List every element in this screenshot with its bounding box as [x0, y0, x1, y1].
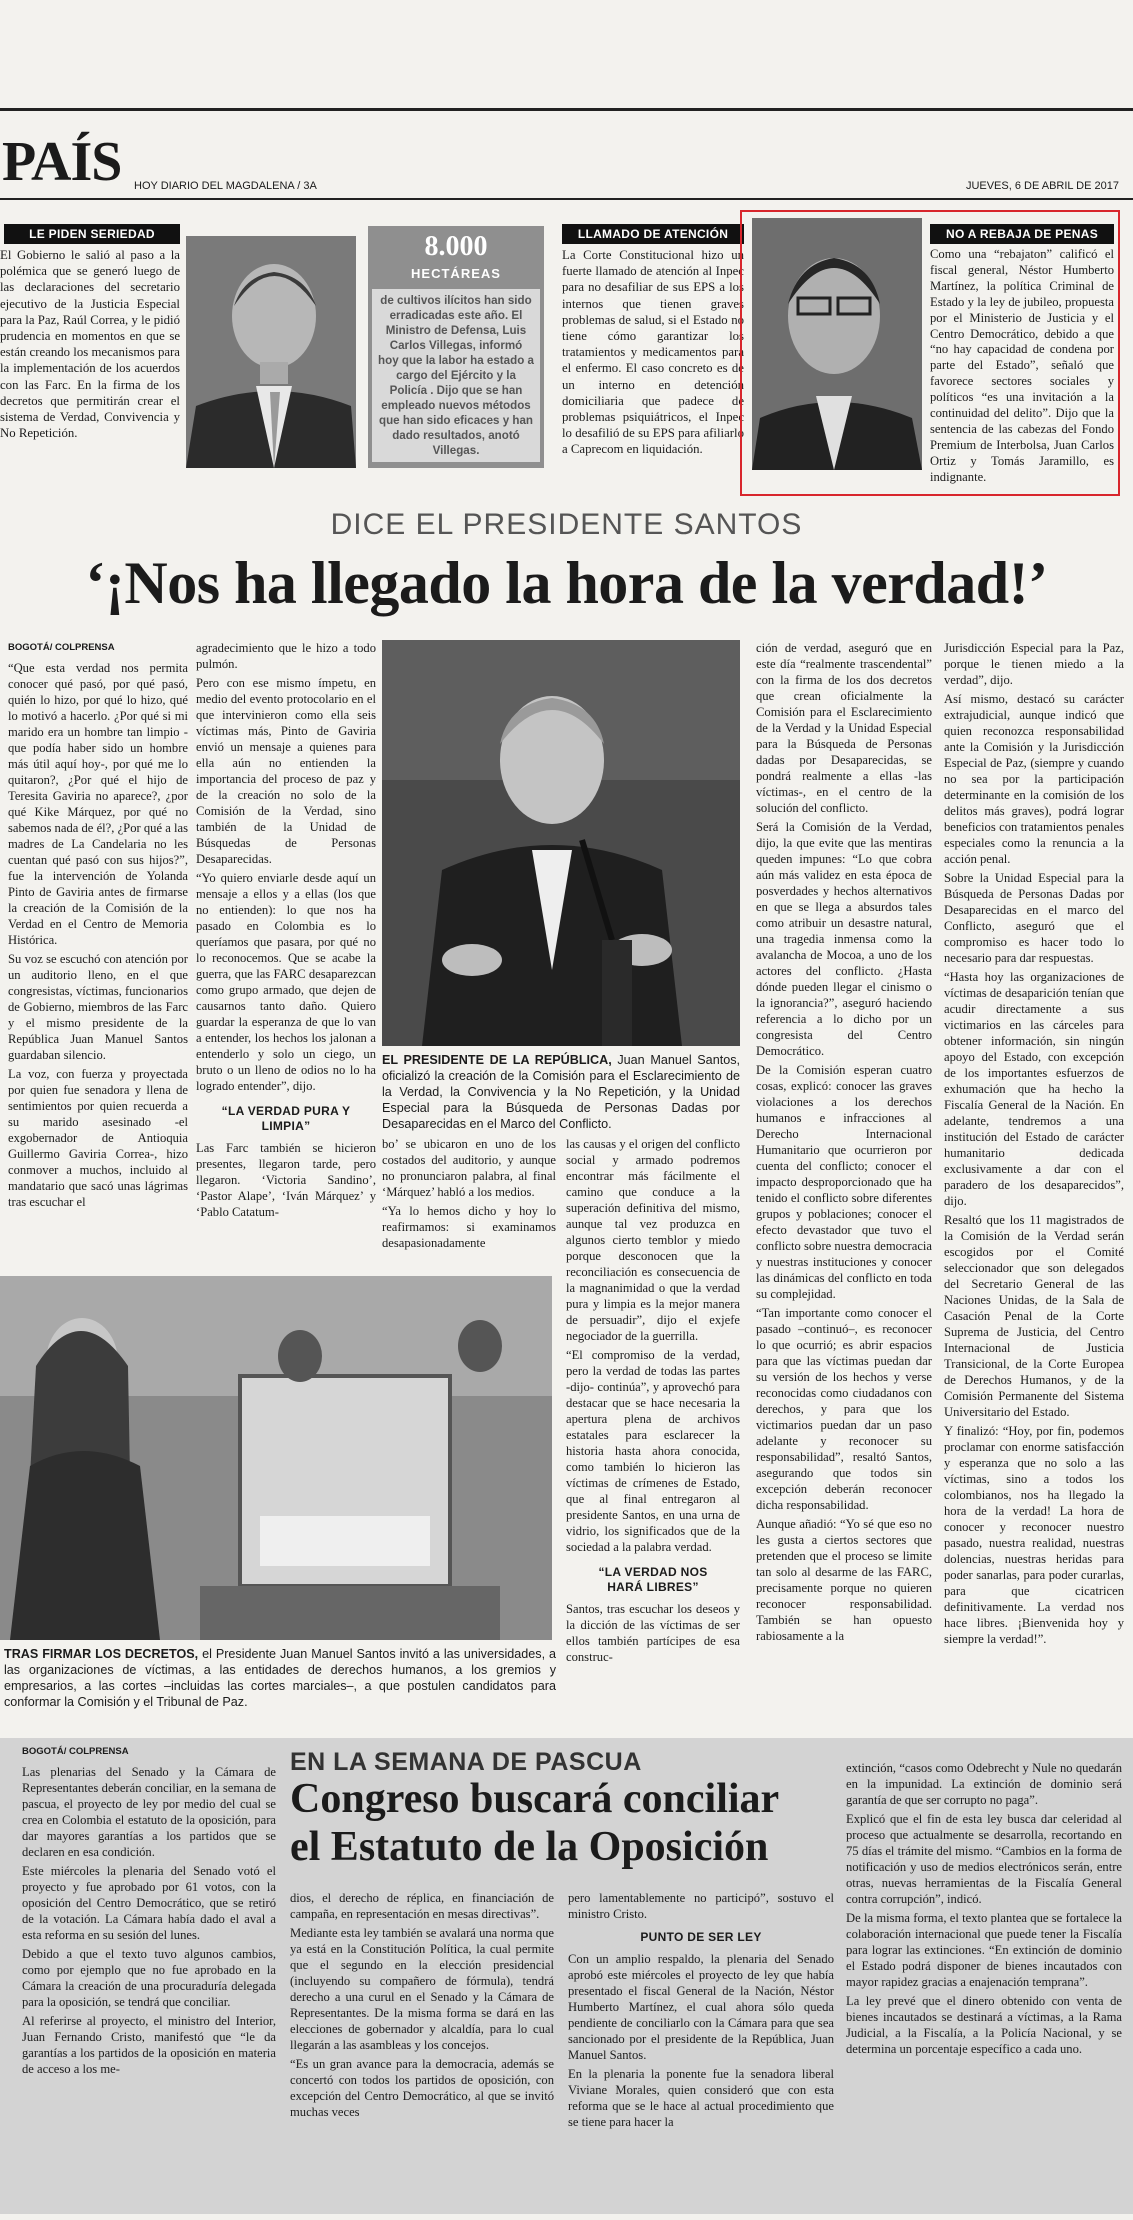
main-kicker: DICE EL PRESIDENTE SANTOS: [330, 508, 803, 541]
hectareas-box: [372, 289, 540, 462]
subhead-verdad-libres: “LA VERDAD NOS HARÁ LIBRES”: [598, 1565, 708, 1594]
subhead-verdad-pura: “LA VERDAD PURA Y LIMPIA”: [221, 1104, 351, 1133]
second-col1-p4: Al referirse al proyecto, el ministro del Interior, Juan Fernando Cristo, manifestó que “le da garantías a los partidos de la oposición en materia de acceso a los me-: [22, 2014, 276, 2076]
main-col5-p2: Será la Comisión de la Verdad, dijo, la que evite que las mentiras queden impunes: “Lo que cobra aún más validez en esta época de posverdades y hechos alternativos en que se llega a absurdos tales como atribuir un desastre natural, una tragedia inmensa como la avalancha de Mocoa, a uno de los actores del conflicto. ¿Hasta dónde pueden llegar el cinismo o la ignorancia?”, aseguró haciendo referencia a lo dicho por un congresista del Centro Democrático.: [756, 820, 932, 1058]
masthead-rule: [0, 198, 1133, 200]
main-col6-p1: Jurisdicción Especial para la Paz, porque le tienen miedo a la verdad”, dijo.: [944, 641, 1124, 687]
main-col-1: [8, 640, 188, 1213]
second-col-3: [568, 1890, 834, 2133]
brief-rebaja: [930, 224, 1114, 486]
main-col-3: [382, 1136, 556, 1254]
second-headline-1: Congreso buscará conciliar: [290, 1776, 780, 1822]
photo-santos-podium: [382, 640, 740, 1046]
second-col2-p1: dios, el derecho de réplica, en financiación de campaña, en representación en mesas directivas”.: [290, 1891, 554, 1921]
hectareas-title: HECTÁREAS: [411, 266, 501, 281]
photo-nestor-martinez: [752, 218, 922, 470]
main-col4-p3: Santos, tras escuchar los deseos y la dicción de las víctimas de ser ellos también partícipes de esa construc-: [566, 1602, 740, 1664]
main-col6-p2: Así mismo, destacó su carácter extrajudicial, aunque indicó que quien reconozca responsabilidad ante la Comisión y la Jurisdicción Especial de Paz, (siempre y cuando no sea por la participación determinante en la comisión de los delitos más graves), podrá lograr beneficios con tratamientos penales especiales como la renuncia a la acción penal.: [944, 692, 1124, 866]
subhead-punto-ley: PUNTO DE SER LEY: [640, 1930, 762, 1944]
main-col1-p3: La voz, con fuerza y proyectada por quien fue senadora y llena de sentimientos por quien recuerda a su marido asesinado -el exgobernador de Antioquia Guillermo Gaviria Correa-, hizo conmover a muchos, incluido al mandatario que sacó unas lágrimas tras escuchar el: [8, 1067, 188, 1209]
main-byline: BOGOTÁ/ COLPRENSA: [8, 642, 115, 653]
brief-llamado-text: La Corte Constitucional hizo un fuerte llamado de atención al Inpec para no desafiliar de sus EPS a los internos que tienen graves problemas de salud, si el Estado no tiene cómo garantizar los tratamientos y medicamentos para el enfermo. El caso concreto es de un interno en detención domiciliaria que padece de problemas psiquiátricos, el Inpec lo desafilió de su EPS para afiliarlo a Caprecom en liquidación.: [562, 248, 744, 457]
brief-seriedad: [0, 224, 180, 441]
main-col-4: [566, 1136, 740, 1668]
photo1-caption-text: Juan Manuel Santos, oficializó la creación de la Comisión para el Esclarecimiento de la Verdad, la Convivencia y la No Repetición, y la Unidad Especial para la Búsqueda de Personas Dadas por Desaparecidas en el Marco del Conflicto.: [382, 1053, 740, 1131]
main-col5-p4: “Tan importante como conocer el pasado –continuó–, es reconocer lo que ocurrió; es abrir espacios para que las víctimas puedan dar su versión de los hechos y verse reconocidas como ciudadanos con derechos, y para que los victimarios puedan dar un paso adelante y reconocer su responsabilidad”, resaltó Santos, asegurando que todos sin excepción deberán reconocer dicha responsabilidad.: [756, 1306, 932, 1512]
second-col3-p1: pero lamentablemente no participó”, sostuvo el ministro Cristo.: [568, 1891, 834, 1921]
hectareas-number: 8.000: [424, 231, 488, 262]
publication-name: HOY DIARIO DEL MAGDALENA / 3A: [134, 180, 317, 192]
photo2-caption-lead: TRAS FIRMAR LOS DECRETOS,: [4, 1647, 199, 1661]
photo1-caption-lead: EL PRESIDENTE DE LA REPÚBLICA,: [382, 1053, 612, 1067]
brief-seriedad-text: El Gobierno le salió al paso a la polémica que se generó luego de las declaraciones del secretario ejecutivo de la Justicia Especial para la Paz, Raúl Correa, y le pidió prudencia en momentos en que se están creando los mecanismos para la implementación de los acuerdos con las Farc. En la firma de los decretos que permitirán crear el sistema de Verdad, Convivencia y No Repetición.: [0, 248, 180, 441]
second-col4-p4: La ley prevé que el dinero obtenido con venta de bienes incautados se destinará a víctimas, a la Rama Judicial, a la Fiscalía, a la Policía Nacional, y se determina un porcentaje específico a cada uno.: [846, 1994, 1122, 2056]
brief-llamado: [562, 224, 744, 458]
photo2-caption-text: el Presidente Juan Manuel Santos invitó a las universidades, a las organizaciones de víctimas, a las entidades de derechos humanos, a los gremios y empresarios, a las cortes –incluidas las cortes marciales–, a que postulen candidatos para conformar la Comisión y el Tribunal de Paz.: [4, 1647, 556, 1709]
second-headline-2: el Estatuto de la Oposición: [290, 1824, 769, 1870]
brief-llamado-title: LLAMADO DE ATENCIÓN: [562, 224, 744, 244]
brief-rebaja-text: Como una “rebajaton” calificó el fiscal general, Néstor Humberto Martínez, la política Criminal de Estado y la ley de jubileo, propuesta por el Ministerio de Justicia y el Centro Democrático, debido a que “no hay capacidad de condena por parte del Estado”, señaló que favorece sectores sociales y políticos “es una invitación a la continuidad del delito”. Dijo que la sentencia de las cabezas del Fondo Premium de Interbolsa, Juan Carlos Ortiz y Tomás Jaramillo, es indignante.: [930, 247, 1114, 484]
main-col5-p1: ción de verdad, aseguró que en este día “realmente trascendental” con la firma de los dos decretos que crean oficialmente la Comisión para el Esclarecimiento de la Verdad y la Unidad Especial para la Búsqueda de Personas dadas por Desaparecidas, se pondrá realmente a ellas -las víctimas-, en el centro de la solución del conflicto.: [756, 641, 932, 815]
second-col-2: [290, 1890, 554, 2123]
second-col3-p3: En la plenaria la ponente fue la senadora liberal Viviane Morales, quien consideró que con esta reforma que se le hace al actual procedimiento que se tiene para hacer la: [568, 2067, 834, 2129]
issue-date: JUEVES, 6 DE ABRIL DE 2017: [965, 180, 1119, 192]
brief-seriedad-title: LE PIDEN SERIEDAD: [4, 224, 180, 244]
second-kicker: EN LA SEMANA DE PASCUA: [290, 1748, 642, 1776]
main-col3-p2: “Ya lo hemos dicho y hoy lo reafirmamos: si examinamos desapasionadamente: [382, 1204, 556, 1250]
main-col5-p3: De la Comisión esperan cuatro cosas, explicó: conocer las graves violaciones a los derechos humanos e infracciones al Derecho Internacional Humanitario que ocurrieron por cuenta del conflicto; conocer el impacto desproporcionado que ha tenido el conflicto sobre diferentes grupos y poblaciones; conocer el efecto devastador que tuvo el conflicto sobre nuestra democracia y nuestras instituciones y conocer las dinámicas del conflicto en toda su complejidad.: [756, 1063, 932, 1301]
second-col4-p3: De la misma forma, el texto plantea que se fortalece la colaboración internacional que puede tener la Fiscalía para lograr las extinciones. “En extinción de dominio el Estado podrá disponer de bienes incautados con mayor rapidez gracias a enajenación temprana”.: [846, 1911, 1122, 1989]
photo2-caption: [4, 1646, 556, 1710]
santos-speaking-illustration: [382, 640, 740, 1046]
man-portrait-illustration: [186, 236, 356, 468]
glass-urn-illustration: [0, 1276, 552, 1640]
main-col5-p5: Aunque añadió: “Yo sé que eso no les gusta a ciertos sectores que pretenden que el proceso se limite tan solo al desarme de las FARC, precisamente porque no quieren reconocer responsabilidad. También se han opuesto rabiosamente a la: [756, 1517, 932, 1643]
second-col4-p2: Explicó que el fin de esta ley busca dar celeridad al proceso que actualmente se desarrolla, recortando en 75 días el trámite del mismo. “Cambios en la forma de notificación y uso de medios electrónicos serán, entre otras, nuevas herramientas de la Fiscalía General contra corrupción”, indicó.: [846, 1812, 1122, 1906]
main-col-6: [944, 640, 1124, 1650]
photo1-caption: [382, 1052, 740, 1132]
hectareas-text: de cultivos ilícitos han sido erradicadas este año. El Ministro de Defensa, Luis Carlos Villegas, informó hoy que la labor ha estado a cargo del Ejército y la Policía . Dijo que se han empleado nuevos métodos que han sido eficaces y han dado resultados, anotó Villegas.: [378, 294, 534, 457]
section-title: PAÍS: [2, 131, 122, 193]
main-headline: ‘¡Nos ha llegado la hora de la verdad!’: [85, 550, 1048, 616]
main-col3-p1: bo’ se ubicaron en uno de los costados del auditorio, y aunque no pronunciaron palabra, al final ‘Márquez’ habló a los medios.: [382, 1137, 556, 1199]
second-col1-p2: Este miércoles la plenaria del Senado votó el proyecto y fue aprobado por 61 votos, con la oposición del Centro Democrático, que se retiró de la votación. La Cámara había dado el aval a esta reforma en su sesión del lunes.: [22, 1864, 276, 1942]
second-col-1: [22, 1744, 276, 2080]
photo-raul-correa: [186, 236, 356, 468]
second-byline: BOGOTÁ/ COLPRENSA: [22, 1746, 129, 1757]
second-col3-p2: Con un amplio respaldo, la plenaria del Senado aprobó este miércoles el proyecto de ley que había presentado el fiscal General de la Nación, Néstor Humberto Martínez, el cual ahora sólo queda pendiente de conciliarlo con la Cámara para que sea sancionado por el presidente de la República, Juan Manuel Santos.: [568, 1952, 834, 2062]
main-col2-p4: Las Farc también se hicieron presentes, llegaron tarde, pero llegaron. ‘Victoria Sandino’, ‘Pastor Alape’, ‘Iván Márquez’ y ‘Pablo Catatum-: [196, 1141, 376, 1219]
prosecutor-portrait-illustration: [752, 218, 922, 470]
main-col6-p4: “Hasta hoy las organizaciones de víctimas de desaparición tenían que acudir directamente a sus victimarios en las cárceles para obtener información, sin ningún apoyo del Estado, con excepción de los importantes esfuerzos de exhumación que ha hecho la Fiscalía General de la Nación. En adelante, tendremos a una institución del Estado de carácter humanitario dedicada exclusivamente a dar con el paradero de los desaparecidos”, dijo.: [944, 970, 1124, 1208]
main-col6-p5: Resaltó que los 11 magistrados de la Comisión de la Verdad serán escogidos por el Comité seleccionador que son delegados del Secretario General de las Naciones Unidas, de la Sala de Casación Penal de la Corte Suprema de Justicia, del Centro Internacional de Justicia Transicional, de la Corte Europea de Derechos Humanos, y de la Comisión Permanente del Sistema Universitario del Estado.: [944, 1213, 1124, 1419]
main-col1-p2: Su voz se escuchó con atención por un auditorio lleno, en el que congresistas, víctimas, funcionarios de Gobierno, miembros de las Farc y el mismo presidente de la República Juan Manuel Santos guardaban silencio.: [8, 952, 188, 1062]
main-col-2: [196, 640, 376, 1223]
main-col6-p6: Y finalizó: “Hoy, por fin, podemos proclamar con enorme satisfacción y esperanza que no solo a las víctimas, sino a todos los colombianos, nos ha llegado la hora de la verdad! La hora de conocer y reconocer nuestro pasado, nuestra realidad, nuestras dolencias, nuestras heridas para poder sanarlas, para poder curarlas, para que cicatricen definitivamente. La verdad nos hace libres. ¡Bienvenida hoy y siempre la verdad!”.: [944, 1424, 1124, 1646]
photo-urna-victimas: [0, 1276, 552, 1640]
brief-rebaja-title: NO A REBAJA DE PENAS: [930, 224, 1114, 244]
second-col2-p3: “Es un gran avance para la democracia, además se concertó con todos los partidos de oposición, con excepción del Centro Democrático, al que se invitó muchas veces: [290, 2057, 554, 2119]
brief-hectareas: [368, 226, 544, 468]
second-col-4: [846, 1760, 1122, 2060]
top-rule: [0, 108, 1133, 111]
main-col1-p1: “Que esta verdad nos permita conocer qué pasó, por qué pasó, quién lo hizo, por qué lo hizo, qué lo motivó a hacerlo. ¿Por qué si mi marido era un hombre tan limpio -que podía haber sido un hombre más útil aquí hoy-, por qué me lo quitaron?, ¿Por qué el hijo de Teresita Gaviria no aparece?, ¿por qué Kike Márquez, por qué no sabemos nada de él?, ¿Por qué a las madres de La Candelaria no les cuentan qué pasó con sus hijos?”, fue la intervención de Yolanda Pinto de Gaviria antes de firmarse la creación de la Comisión de la Verdad en el Centro de Memoria Histórica.: [8, 661, 188, 947]
main-col2-p2: Pero con ese mismo ímpetu, en medio del evento protocolario en el que intervinieron como ella seis víctimas más, Pinto de Gaviria envió un mensaje a quienes para ella aún no entienden la importancia del proceso de paz y de la creación no solo de la Comisión de la Verdad, sino también de la Unidad de Búsquedas de Personas Desaparecidas.: [196, 676, 376, 866]
main-col2-p3: “Yo quiero enviarle desde aquí un mensaje a ellos y a ellas (los que no entienden): lo que nos ha pasado en Colombia es lo queríamos que pasara, por qué no lo reconocemos. Que se acabe la guerra, que las FARC desaparezcan como grupo armado, que dejen de causarnos tanto daño. Quiero guardar la esperanza de que lo van a entender, los hechos los jalonan a entenderlo y solo un ciego, un bruto o un lleno de odios no lo ha logrado entender”, dijo.: [196, 871, 376, 1093]
second-col4-p1: extinción, “casos como Odebrecht y Nule no quedarán en la impunidad. La extinción de dominio será garantía de que ser corrupto no paga”.: [846, 1761, 1122, 1807]
second-col2-p2: Mediante esta ley también se avalará una norma que ya está en la Constitución Política, la cual permite que el segundo en la elección presidencial (incluyendo su compañero de fórmula), tendrá derecho a una curul en el Senado y la Cámara de Representantes. De la misma forma se dará en las elecciones de gobernador y alcaldía, para lo cual llegarán a las asambleas y los concejos.: [290, 1926, 554, 2052]
main-col4-p1: las causas y el origen del conflicto social y armado podremos encontrar más fácilmente el camino que conduce a la superación definitiva del mismo, aunque tal vez produzca en algunos cierto temblor y miedo porque desconocen que la reconciliación es consecuencia de la magnanimidad o que la verdad pura y limpia es la mejor manera de persuadir”, dijo el exjefe negociador de la guerrilla.: [566, 1137, 740, 1343]
main-col-5: [756, 640, 932, 1647]
second-col1-p1: Las plenarias del Senado y la Cámara de Representantes deberán conciliar, en la semana de pascua, el proyecto de ley por medio del cual se crea en Colombia el estatuto de la oposición, para dar mayores garantías a los partidos que se declaren en esa condición.: [22, 1765, 276, 1859]
main-col6-p3: Sobre la Unidad Especial para la Búsqueda de Personas Dadas por Desaparecidas en el marco del Conflicto, aseguró que el compromiso es hacer todo lo necesario para dar respuestas.: [944, 871, 1124, 965]
main-col4-p2: “El compromiso de la verdad, pero la verdad de todas las partes -dijo- continúa”, y aprovechó para destacar que se hace necesaria la apertura plena de archivos estatales para esclarecer la historia hasta ahora conocida, como también lo hicieron las víctimas de crímenes de Estado, que al final entregaron al presidente Santos, en una urna de vidrio, los significados que de la sociedad a la palabra verdad.: [566, 1348, 740, 1554]
second-col1-p3: Debido a que el texto tuvo algunos cambios, como por ejemplo que no fue aprobado en la Cámara la creación de una procuraduría delegada para la oposición, se tendrá que conciliar.: [22, 1947, 276, 2009]
main-col2-p1: agradecimiento que le hizo a todo pulmón.: [196, 641, 376, 671]
